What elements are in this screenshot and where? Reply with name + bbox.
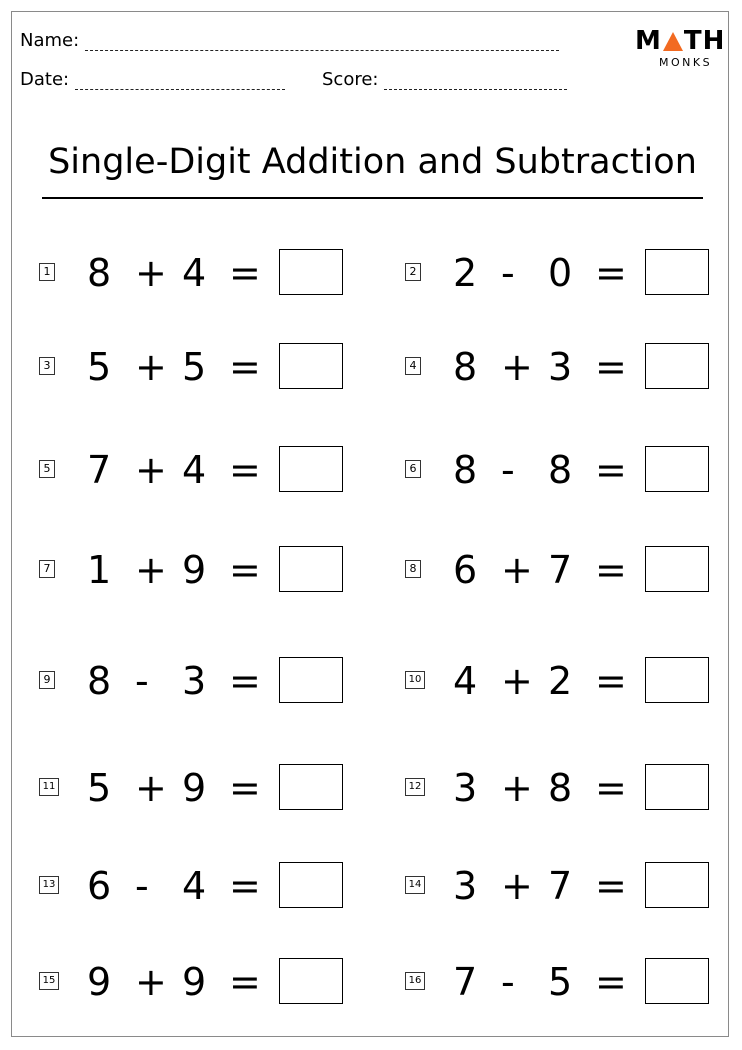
problem-item xyxy=(39,546,359,596)
first-operand: 7 xyxy=(87,448,112,492)
operator: + xyxy=(501,864,533,908)
first-operand: 6 xyxy=(453,548,478,592)
score-field[interactable] xyxy=(322,69,567,90)
problem-number: 9 xyxy=(39,671,55,689)
problem-item xyxy=(405,657,725,707)
operator: + xyxy=(135,766,167,810)
equals-sign: = xyxy=(229,345,261,389)
answer-box[interactable] xyxy=(279,764,343,810)
operator: - xyxy=(135,864,149,908)
first-operand: 3 xyxy=(453,864,478,908)
answer-box[interactable] xyxy=(645,446,709,492)
second-operand: 5 xyxy=(548,960,573,1004)
operator: - xyxy=(501,448,515,492)
date-label: Date: xyxy=(20,69,70,90)
problem-number: 8 xyxy=(405,560,421,578)
problem-item xyxy=(39,343,359,393)
answer-box[interactable] xyxy=(645,249,709,295)
operator: + xyxy=(135,448,167,492)
second-operand: 9 xyxy=(182,548,207,592)
second-operand: 3 xyxy=(548,345,573,389)
answer-box[interactable] xyxy=(645,343,709,389)
second-operand: 4 xyxy=(182,251,207,295)
operator: + xyxy=(501,548,533,592)
second-operand: 7 xyxy=(548,548,573,592)
second-operand: 9 xyxy=(182,960,207,1004)
problem-item xyxy=(405,343,725,393)
second-operand: 2 xyxy=(548,659,573,703)
first-operand: 3 xyxy=(453,766,478,810)
equals-sign: = xyxy=(595,960,627,1004)
worksheet-title: Single-Digit Addition and Subtraction xyxy=(48,142,697,182)
equals-sign: = xyxy=(229,251,261,295)
operator: + xyxy=(135,960,167,1004)
problem-item xyxy=(405,958,725,1008)
first-operand: 8 xyxy=(453,448,478,492)
answer-box[interactable] xyxy=(279,958,343,1004)
problem-number: 3 xyxy=(39,357,55,375)
problem-item xyxy=(39,249,359,299)
problem-number: 5 xyxy=(39,460,55,478)
equals-sign: = xyxy=(229,766,261,810)
second-operand: 3 xyxy=(182,659,207,703)
problem-item xyxy=(39,657,359,707)
first-operand: 9 xyxy=(87,960,112,1004)
equals-sign: = xyxy=(595,345,627,389)
second-operand: 4 xyxy=(182,864,207,908)
answer-box[interactable] xyxy=(279,657,343,703)
problem-item xyxy=(405,764,725,814)
problem-item xyxy=(405,546,725,596)
equals-sign: = xyxy=(229,960,261,1004)
operator: + xyxy=(501,659,533,703)
problem-number: 7 xyxy=(39,560,55,578)
operator: + xyxy=(501,766,533,810)
problem-number: 1 xyxy=(39,263,55,281)
problem-item xyxy=(405,446,725,496)
date-field[interactable] xyxy=(20,69,285,90)
operator: + xyxy=(135,345,167,389)
operator: + xyxy=(501,345,533,389)
score-label: Score: xyxy=(322,69,379,90)
first-operand: 7 xyxy=(453,960,478,1004)
date-blank-line[interactable] xyxy=(75,71,285,90)
problem-number: 10 xyxy=(405,671,425,689)
logo-subtext: MONKS xyxy=(659,56,713,69)
answer-box[interactable] xyxy=(645,862,709,908)
first-operand: 6 xyxy=(87,864,112,908)
answer-box[interactable] xyxy=(279,862,343,908)
first-operand: 8 xyxy=(453,345,478,389)
equals-sign: = xyxy=(595,548,627,592)
answer-box[interactable] xyxy=(645,764,709,810)
second-operand: 8 xyxy=(548,448,573,492)
operator: - xyxy=(501,960,515,1004)
equals-sign: = xyxy=(595,766,627,810)
problem-item xyxy=(39,446,359,496)
name-label: Name: xyxy=(20,30,80,51)
problem-number: 12 xyxy=(405,778,425,796)
operator: - xyxy=(501,251,515,295)
name-field[interactable] xyxy=(20,30,559,51)
equals-sign: = xyxy=(229,548,261,592)
answer-box[interactable] xyxy=(645,958,709,1004)
equals-sign: = xyxy=(229,659,261,703)
answer-box[interactable] xyxy=(645,546,709,592)
triangle-icon xyxy=(663,32,683,51)
problem-number: 6 xyxy=(405,460,421,478)
equals-sign: = xyxy=(595,448,627,492)
equals-sign: = xyxy=(595,864,627,908)
answer-box[interactable] xyxy=(279,446,343,492)
first-operand: 5 xyxy=(87,345,112,389)
math-monks-logo xyxy=(635,27,725,69)
equals-sign: = xyxy=(595,659,627,703)
second-operand: 0 xyxy=(548,251,573,295)
second-operand: 7 xyxy=(548,864,573,908)
problem-item xyxy=(39,862,359,912)
problem-item xyxy=(405,249,725,299)
problem-item xyxy=(39,958,359,1008)
equals-sign: = xyxy=(595,251,627,295)
operator: + xyxy=(135,251,167,295)
problem-number: 15 xyxy=(39,972,59,990)
first-operand: 8 xyxy=(87,659,112,703)
problem-number: 2 xyxy=(405,263,421,281)
first-operand: 5 xyxy=(87,766,112,810)
first-operand: 2 xyxy=(453,251,478,295)
answer-box[interactable] xyxy=(279,249,343,295)
title-underline xyxy=(42,197,703,199)
second-operand: 5 xyxy=(182,345,207,389)
logo-text-left: M xyxy=(635,26,662,56)
first-operand: 1 xyxy=(87,548,112,592)
answer-box[interactable] xyxy=(279,546,343,592)
second-operand: 4 xyxy=(182,448,207,492)
name-blank-line[interactable] xyxy=(85,32,559,51)
problem-item xyxy=(39,764,359,814)
equals-sign: = xyxy=(229,448,261,492)
second-operand: 9 xyxy=(182,766,207,810)
problem-item xyxy=(405,862,725,912)
problem-number: 16 xyxy=(405,972,425,990)
first-operand: 8 xyxy=(87,251,112,295)
answer-box[interactable] xyxy=(645,657,709,703)
problem-number: 14 xyxy=(405,876,425,894)
score-blank-line[interactable] xyxy=(384,71,567,90)
equals-sign: = xyxy=(229,864,261,908)
logo-text-right: TH xyxy=(683,26,726,56)
first-operand: 4 xyxy=(453,659,478,703)
problem-number: 11 xyxy=(39,778,59,796)
operator: + xyxy=(135,548,167,592)
problem-number: 13 xyxy=(39,876,59,894)
problem-number: 4 xyxy=(405,357,421,375)
operator: - xyxy=(135,659,149,703)
second-operand: 8 xyxy=(548,766,573,810)
answer-box[interactable] xyxy=(279,343,343,389)
